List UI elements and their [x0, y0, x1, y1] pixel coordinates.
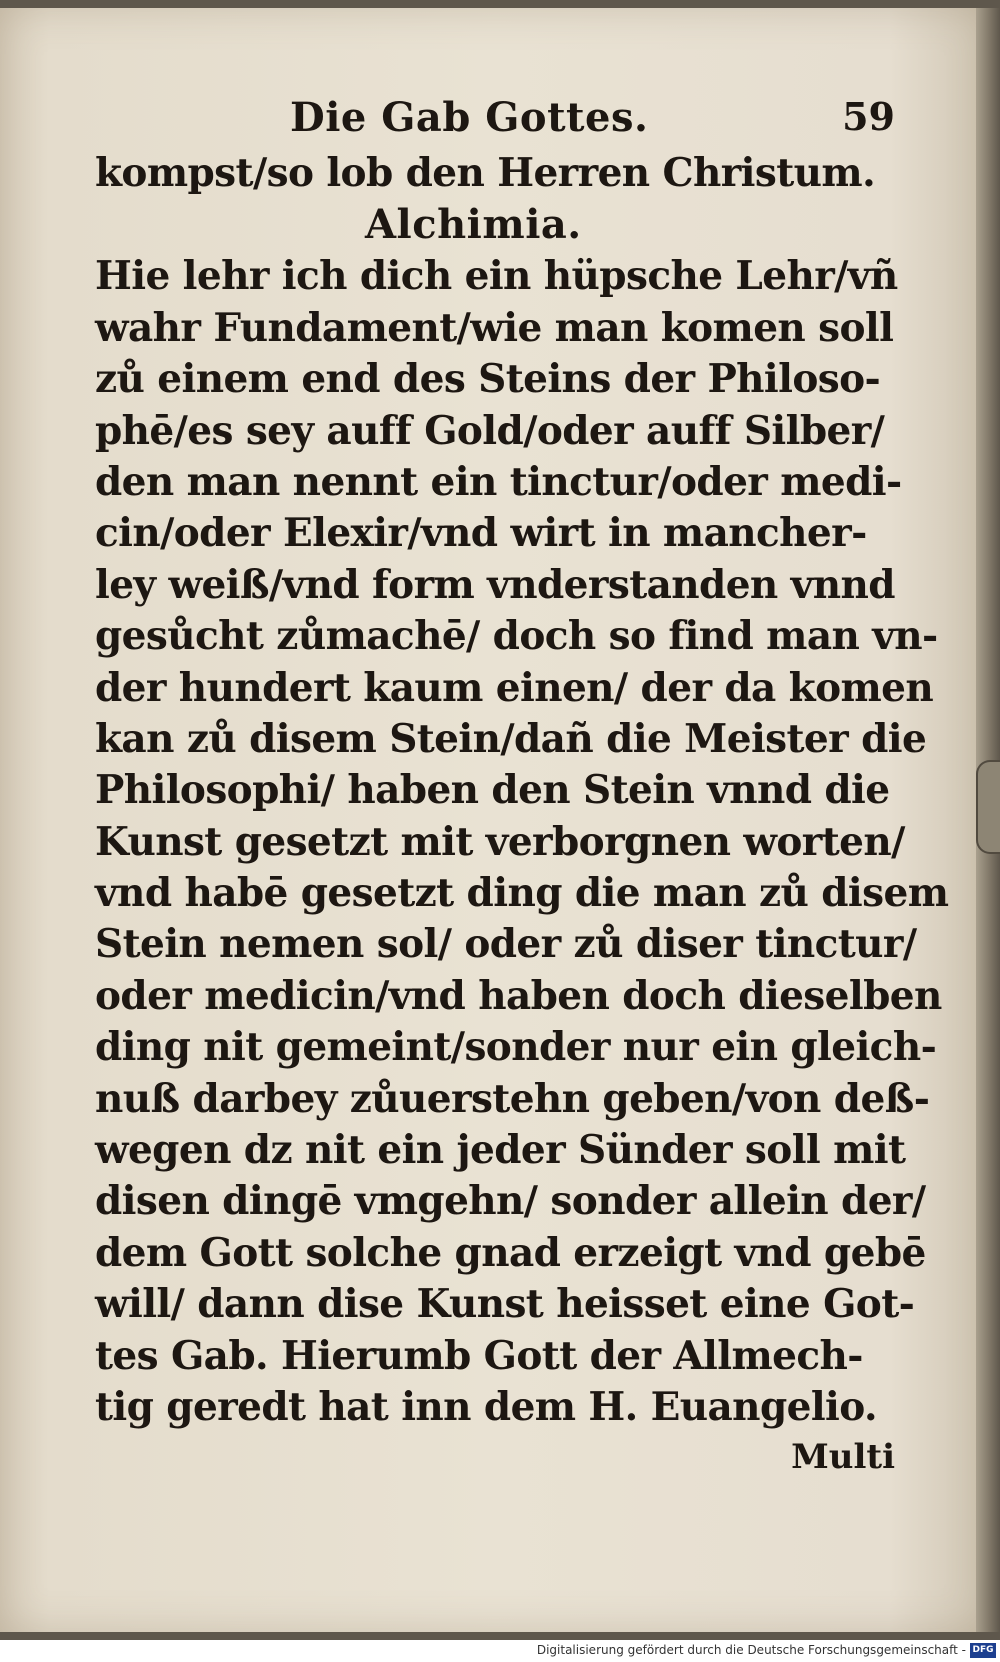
- text-line: phē/es sey auff Gold/oder auff Silber/: [95, 407, 885, 454]
- text-line: ding nit gemeint/sonder nur ein gleich-: [95, 1024, 937, 1071]
- text-line: zů einem end des Steins der Philoso-: [95, 356, 881, 403]
- text-line: Hie lehr ich dich ein hüpsche Lehr/vñ: [95, 253, 898, 300]
- text-line: vnd habē gesetzt ding die man zů disem: [95, 870, 949, 917]
- text-line: gesůcht zůmachē/ doch so find man vn-: [95, 613, 938, 660]
- catchword: Multi: [791, 1437, 895, 1478]
- footer-bar: [0, 1640, 1000, 1662]
- text-line: tes Gab. Hierumb Gott der Allmech-: [95, 1332, 863, 1379]
- book-page: [0, 8, 988, 1632]
- page-number: 59: [842, 94, 895, 139]
- catchword-row: [95, 1433, 895, 1483]
- text-line: wahr Fundament/wie man komen soll: [95, 304, 894, 351]
- text-line: will/ dann dise Kunst heisset eine Got-: [95, 1281, 915, 1328]
- text-line: wegen dz nit ein jeder Sünder soll mit: [95, 1127, 906, 1174]
- text-line: der hundert kaum einen/ der da komen: [95, 664, 934, 711]
- section-title: Alchimia.: [365, 201, 582, 249]
- body-text: [95, 251, 949, 1433]
- text-line: Stein nemen sol/ oder zů diser tinctur/: [95, 921, 917, 968]
- page-tab: [976, 760, 1000, 854]
- text-line: ley weiß/vnd form vnderstanden vnnd: [95, 561, 895, 608]
- text-line: disen dingē vmgehn/ sonder allein der/: [95, 1178, 926, 1225]
- page-header: [95, 88, 895, 148]
- text-line: den man nennt ein tinctur/oder medi-: [95, 458, 902, 505]
- first-line: kompst/so lob den Herren Christum.: [95, 150, 876, 196]
- text-block: [95, 88, 949, 1483]
- footer-credit-text: Digitalisierung gefördert durch die Deutsche Forschungsgemeinschaft -: [536, 1643, 966, 1657]
- text-line: dem Gott solche gnad erzeigt vnd gebē: [95, 1229, 926, 1276]
- text-line: kan zů disem Stein/dañ die Meister die: [95, 715, 927, 762]
- text-line: nuß darbey zůuerstehn geben/von deß-: [95, 1075, 930, 1122]
- dfg-logo[interactable]: DFG: [970, 1643, 996, 1658]
- text-line: cin/oder Elexir/vnd wirt in mancher-: [95, 510, 867, 557]
- text-line: tig geredt hat inn dem H. Euangelio.: [95, 1383, 877, 1430]
- running-head: Die Gab Gottes.: [290, 94, 649, 141]
- text-line: Philosophi/ haben den Stein vnnd die: [95, 767, 890, 814]
- text-line: oder medicin/vnd haben doch dieselben: [95, 972, 942, 1019]
- text-line: Kunst gesetzt mit verborgnen worten/: [95, 818, 905, 865]
